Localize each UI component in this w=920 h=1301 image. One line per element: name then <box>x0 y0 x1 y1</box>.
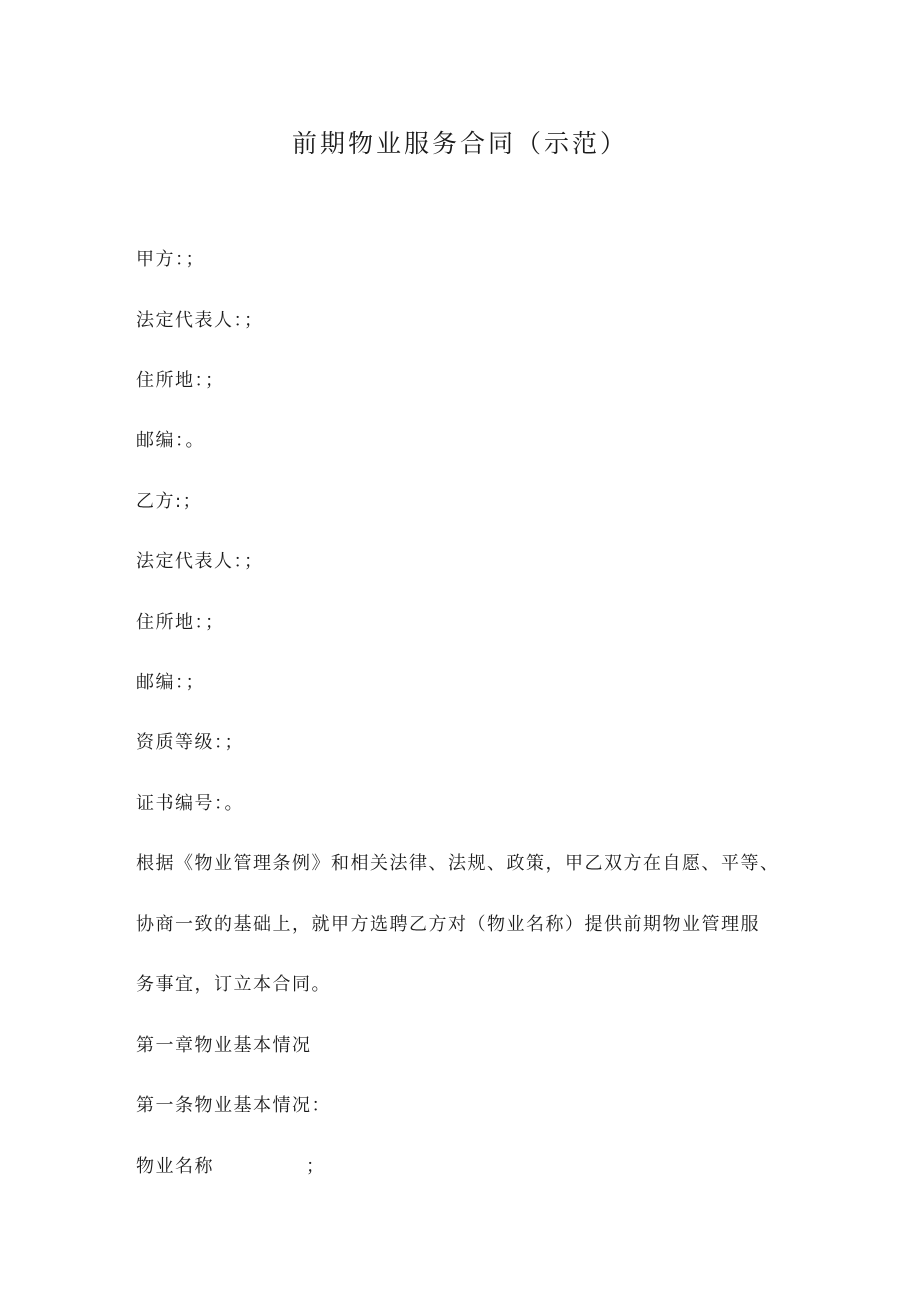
property-name-label: 物业名称 <box>136 1156 214 1177</box>
party-b-legal-rep: 法定代表人：； <box>136 551 264 572</box>
chapter-heading: 第一章物业基本情况 <box>136 1035 312 1056</box>
preamble-line-2: 协商一致的基础上，就甲方选聘乙方对（物业名称）提供前期物业管理服 <box>136 914 760 935</box>
party-a-legal-rep: 法定代表人：； <box>136 310 264 331</box>
party-b-qualification: 资质等级：； <box>136 732 244 753</box>
property-name-field <box>136 1152 326 1182</box>
document-title: 前期物业服务合同（示范） <box>291 129 628 158</box>
property-name-suffix: ； <box>306 1156 326 1177</box>
party-a-postcode: 邮编：。 <box>136 430 205 451</box>
party-a-name: 甲方：； <box>136 249 205 270</box>
party-b-postcode: 邮编：； <box>136 672 205 693</box>
party-a-address: 住所地：； <box>136 370 225 391</box>
preamble-line-3: 务事宜，订立本合同。 <box>136 974 331 995</box>
preamble-line-1: 根据《物业管理条例》和相关法律、法规、政策，甲乙双方在自愿、平等、 <box>136 853 780 874</box>
article-heading: 第一条物业基本情况： <box>136 1095 331 1116</box>
party-b-certificate: 证书编号：。 <box>136 793 244 814</box>
party-b-name: 乙方:； <box>136 491 203 512</box>
party-b-address: 住所地：； <box>136 612 225 633</box>
